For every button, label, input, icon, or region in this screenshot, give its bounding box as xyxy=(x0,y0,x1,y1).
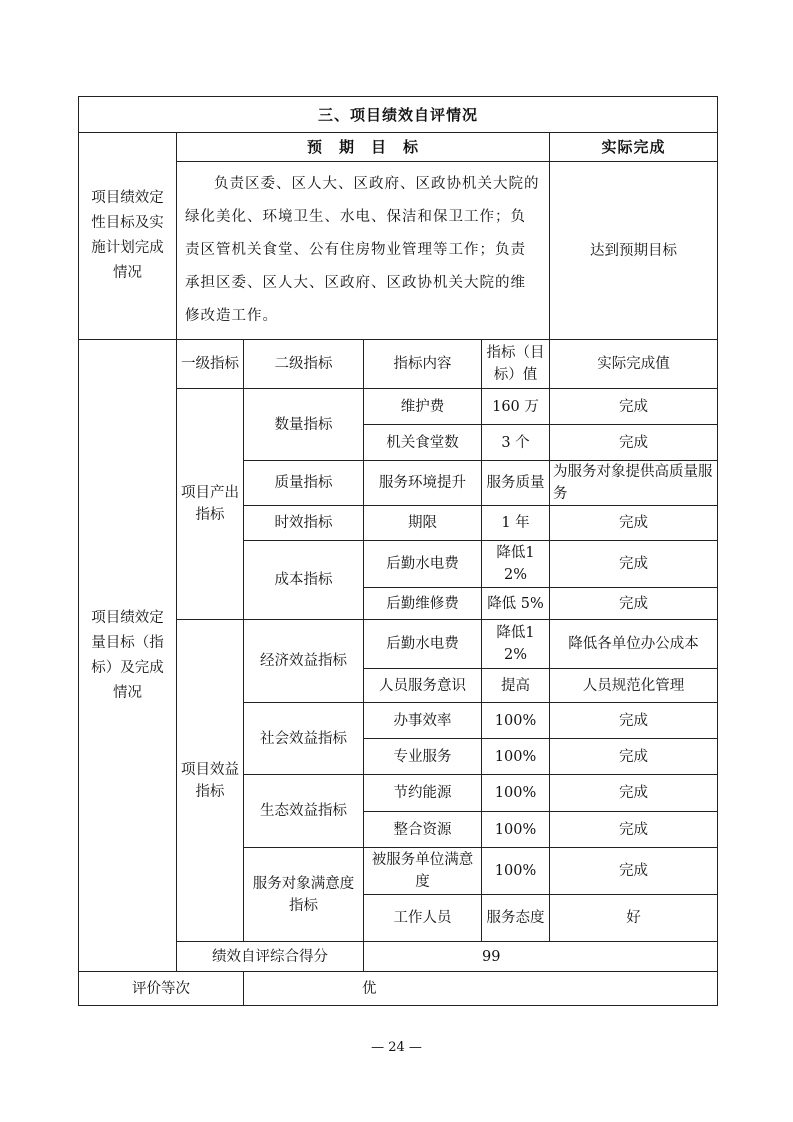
self-evaluation-table xyxy=(78,96,718,1006)
header-content: 指标内容 xyxy=(364,340,482,389)
score-label: 绩效自评综合得分 xyxy=(177,942,364,972)
cell-actual: 完成 xyxy=(550,812,718,848)
timeliness-indicator-label: 时效指标 xyxy=(244,506,364,541)
cell-actual: 完成 xyxy=(550,703,718,739)
cell-actual: 完成 xyxy=(550,588,718,620)
satisfaction-indicator-label: 服务对象满意度指标 xyxy=(244,848,364,942)
cell-actual: 完成 xyxy=(550,739,718,775)
cell-value: 降低 5% xyxy=(482,588,550,620)
cell-actual: 降低各单位办公成本 xyxy=(550,620,718,669)
cell-value: 服务质量 xyxy=(482,461,550,506)
quantity-indicator-label: 数量指标 xyxy=(244,389,364,461)
cell-value: 1 年 xyxy=(482,506,550,541)
cell-value: 3 个 xyxy=(482,425,550,461)
cell-content: 服务环境提升 xyxy=(364,461,482,506)
header-level1: 一级指标 xyxy=(177,340,244,389)
page-number: — 24 — xyxy=(371,1040,422,1055)
cost-indicator-label: 成本指标 xyxy=(244,541,364,620)
cell-actual: 完成 xyxy=(550,541,718,588)
cell-actual: 完成 xyxy=(550,506,718,541)
actual-completion-text: 达到预期目标 xyxy=(550,162,718,340)
header-level2: 二级指标 xyxy=(244,340,364,389)
section-title: 三、项目绩效自评情况 xyxy=(79,97,718,133)
cell-actual: 为服务对象提供高质量服务 xyxy=(550,461,718,506)
economic-indicator-label: 经济效益指标 xyxy=(244,620,364,703)
cell-content: 维护费 xyxy=(364,389,482,425)
grade-label: 评价等次 xyxy=(79,972,244,1006)
expected-goal-text: 负责区委、区人大、区政府、区政协机关大院的绿化美化、环境卫生、水电、保洁和保卫工作；负责区管机关食堂、公有住房物业管理等工作；负责承担区委、区人大、区政府、区政协机关大院的维修改造工作。 xyxy=(177,162,550,340)
cell-value: 100% xyxy=(482,703,550,739)
cell-content: 工作人员 xyxy=(364,895,482,942)
actual-completion-header: 实际完成 xyxy=(550,133,718,162)
quantitative-label: 项目绩效定量目标（指标）及完成情况 xyxy=(79,340,177,972)
cell-actual: 人员规范化管理 xyxy=(550,669,718,703)
cell-value: 服务态度 xyxy=(482,895,550,942)
grade-row xyxy=(79,972,718,1006)
cell-actual: 完成 xyxy=(550,389,718,425)
benefit-indicator-label: 项目效益指标 xyxy=(177,620,244,942)
expected-goal-header: 预 期 目 标 xyxy=(177,133,550,162)
cell-content: 人员服务意识 xyxy=(364,669,482,703)
cell-actual: 完成 xyxy=(550,848,718,895)
cell-value: 提高 xyxy=(482,669,550,703)
header-actual: 实际完成值 xyxy=(550,340,718,389)
cell-value: 160 万 xyxy=(482,389,550,425)
quality-indicator-label: 质量指标 xyxy=(244,461,364,506)
cell-actual: 好 xyxy=(550,895,718,942)
cell-content: 后勤水电费 xyxy=(364,620,482,669)
output-indicator-label: 项目产出指标 xyxy=(177,389,244,620)
header-value: 指标（目标）值 xyxy=(482,340,550,389)
cell-content: 整合资源 xyxy=(364,812,482,848)
cell-value: 降低12% xyxy=(482,541,550,588)
cell-value: 100% xyxy=(482,848,550,895)
cell-actual: 完成 xyxy=(550,425,718,461)
ecological-indicator-label: 生态效益指标 xyxy=(244,775,364,848)
cell-content: 后勤水电费 xyxy=(364,541,482,588)
cell-content: 专业服务 xyxy=(364,739,482,775)
qualitative-label: 项目绩效定性目标及实施计划完成情况 xyxy=(79,133,177,340)
cell-value: 100% xyxy=(482,739,550,775)
cell-content: 被服务单位满意度 xyxy=(364,848,482,895)
cell-value: 降低12% xyxy=(482,620,550,669)
cell-actual: 完成 xyxy=(550,775,718,812)
score-value: 99 xyxy=(364,942,718,972)
cell-content: 期限 xyxy=(364,506,482,541)
cell-content: 办事效率 xyxy=(364,703,482,739)
cell-content: 节约能源 xyxy=(364,775,482,812)
cell-value: 100% xyxy=(482,812,550,848)
cell-content: 后勤维修费 xyxy=(364,588,482,620)
grade-value: 优 xyxy=(244,972,718,1006)
social-indicator-label: 社会效益指标 xyxy=(244,703,364,775)
cell-content: 机关食堂数 xyxy=(364,425,482,461)
cell-value: 100% xyxy=(482,775,550,812)
